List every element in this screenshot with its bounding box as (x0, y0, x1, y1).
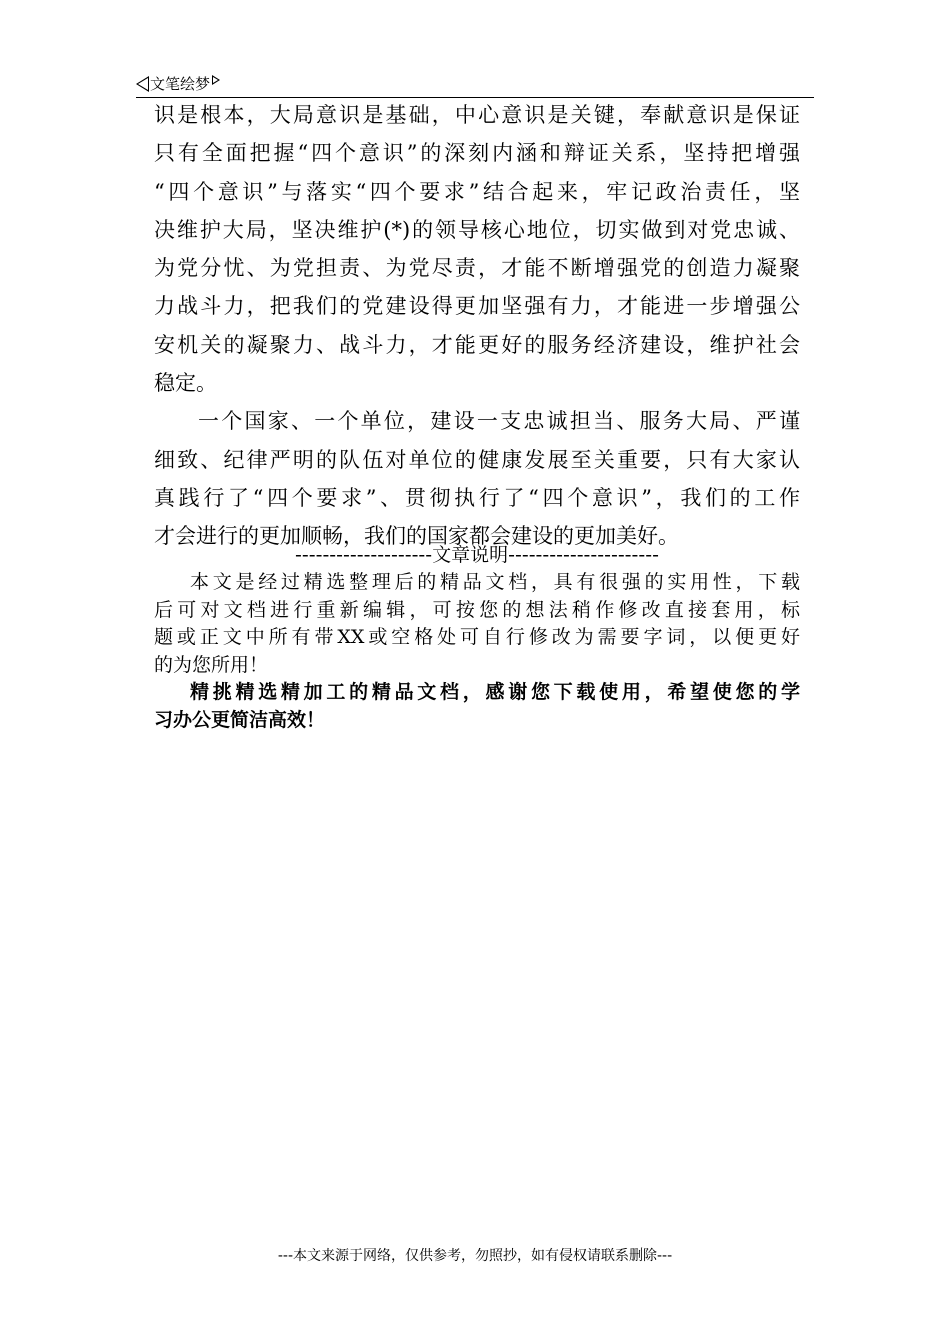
article-notice (154, 541, 800, 734)
body-line: 一个国家、一个单位，建设一支忠诚担当、服务大局、严谨 (198, 409, 800, 434)
notice-line: 的为您所用！ (154, 653, 269, 676)
body-line: 识是根本，大局意识是基础，中心意识是关键，奉献意识是保证 (154, 103, 800, 127)
body-line: 决维护大局，坚决维护(*)的领导核心地位，切实做到对党忠诚、 (154, 217, 800, 242)
body-line: 真践行了“四个要求”、贯彻执行了“四个意识”，我们的工作 (154, 485, 800, 510)
body-line: 为党分忧、为党担责、为党尽责，才能不断增强党的创造力凝聚 (154, 256, 800, 281)
triangle-left-icon (136, 76, 149, 92)
header-title: 文笔绘梦 (150, 75, 211, 93)
notice-line: 题或正文中所有带XX或空格处可自行修改为需要字词，以便更好 (154, 626, 800, 648)
notice-bold-line: 习办公更简洁高效！ (154, 708, 326, 731)
body-line: 安机关的凝聚力、战斗力，才能更好的服务经济建设，维护社会 (154, 332, 800, 357)
page-header (136, 74, 220, 94)
notice-line: 后可对文档进行重新编辑，可按您的想法稍作修改直接套用，标 (154, 598, 800, 621)
body-text (154, 96, 800, 556)
notice-divider: --------------------文章说明---------------------- (295, 544, 659, 566)
body-line: 只有全面把握“四个意识”的深刻内涵和辩证关系，坚持把增强 (154, 141, 800, 166)
notice-bold-line: 精挑精选精加工的精品文档，感谢您下载使用，希望使您的学 (190, 681, 800, 703)
notice-line: 本文是经过精选整理后的精品文档，具有很强的实用性，下载 (190, 571, 800, 593)
body-line: 力战斗力，把我们的党建设得更加坚强有力，才能进一步增强公 (154, 294, 800, 319)
body-line: “四个意识”与落实“四个要求”结合起来，牢记政治责任，坚 (154, 179, 800, 204)
triangle-right-icon (212, 75, 220, 85)
page-footer: ---本文来源于网络，仅供参考，勿照抄，如有侵权请联系删除--- (277, 1248, 673, 1264)
body-line: 稳定。 (154, 371, 217, 396)
body-line: 才会进行的更加顺畅，我们的国家都会建设的更加美好。 (154, 524, 679, 549)
body-line: 细致、纪律严明的队伍对单位的健康发展至关重要，只有大家认 (154, 447, 800, 472)
